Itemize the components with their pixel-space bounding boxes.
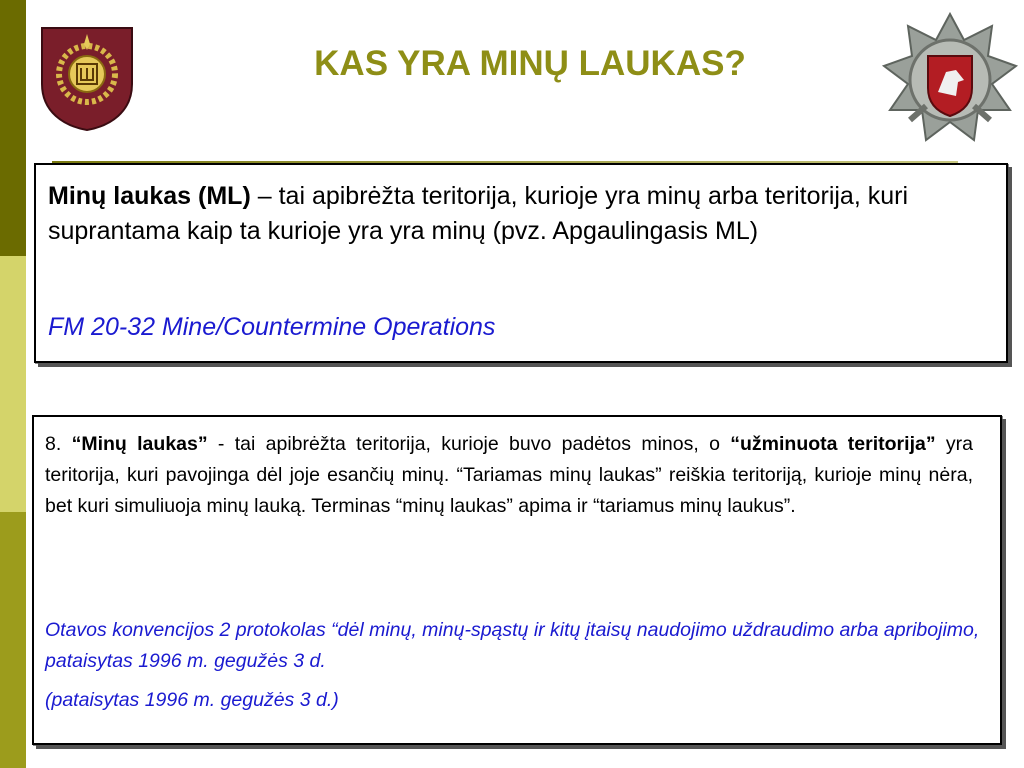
vytis-badge-emblem: [880, 10, 1020, 150]
term-minefield-quoted: “Minų laukas”: [71, 433, 208, 455]
page-title: KAS YRA MINŲ LAUKAS?: [314, 44, 746, 83]
side-stripe-bottom: [0, 512, 26, 768]
definition-part-1: - tai apibrėžta teritorija, kurioje buvo padėtos minos, o: [207, 433, 731, 455]
source-amendment-note: (pataisytas 1996 m. gegužės 3 d.): [45, 689, 339, 711]
definition-box-fm: [34, 163, 1008, 363]
definition-body: – tai apibrėžta teritorija, kurioje yra minų arba teritorija, kuri suprantama kaip ta kurioje yra yra minų (pvz. Apgaulingasis ML): [48, 182, 909, 245]
definition-part-2: yra teritorija, kuri pavojinga dėl joje esančių minų. “Tariamas minų laukas” reiškia teritoriją, kurioje minų nėra, bet kuri simuliuoja minų lauką. Terminas “minų laukas” apima ir “tariamus minų laukus”.: [45, 433, 973, 517]
side-stripe-middle: [0, 256, 26, 512]
side-stripe-top: [0, 0, 26, 256]
military-academy-shield-emblem: [40, 26, 134, 132]
source-citation-fm: FM 20-32 Mine/Countermine Operations: [48, 313, 496, 341]
definition-box-ottawa: [32, 415, 1002, 745]
definition-text-fm: [48, 179, 1008, 249]
term-minefield: Minų laukas (ML): [48, 182, 251, 210]
term-mined-area: “užminuota teritorija”: [730, 433, 936, 455]
definition-text-ottawa: [45, 429, 973, 522]
source-citation-ottawa: Otavos konvencijos 2 protokolas “dėl minų, minų-spąstų ir kitų įtaisų naudojimo uždraudimo arba apribojimo, pataisytas 1996 m. gegužės 3 d.: [45, 619, 980, 672]
item-number: 8.: [45, 433, 72, 455]
